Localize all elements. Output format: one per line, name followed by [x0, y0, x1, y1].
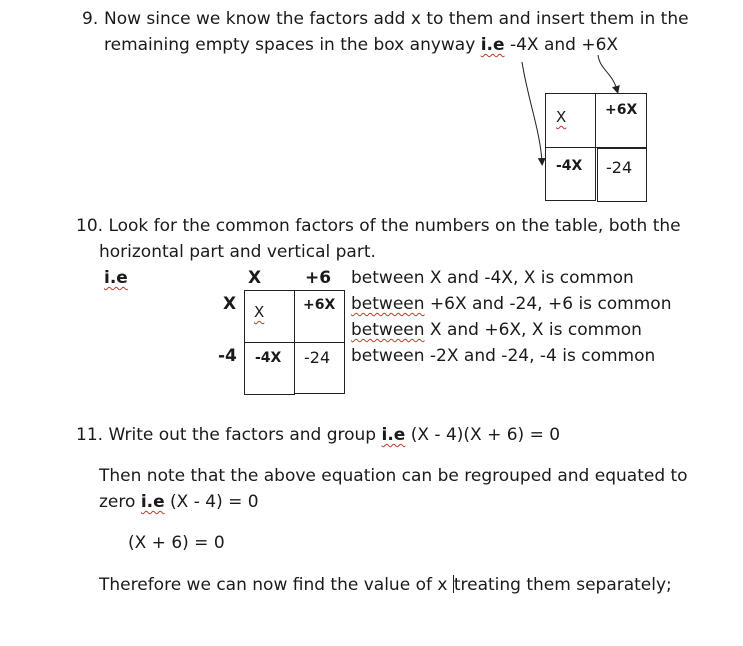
step11-line3 [99, 491, 259, 513]
col-header-plus6: +6 [305, 268, 332, 288]
note-4-text: -2X and -24, -4 is common [424, 346, 656, 366]
note-4 [351, 345, 655, 367]
box9-minus24: -24 [606, 158, 633, 177]
note-1-word: between [351, 268, 425, 288]
step10-line2: horizontal part and vertical part. [99, 242, 376, 262]
box9-cell-top-left [545, 93, 596, 148]
box9-x: X [556, 108, 567, 126]
box10-cell-top-left [244, 290, 295, 343]
step11-ie-1: i.e [381, 425, 406, 445]
box10-x: X [254, 303, 265, 321]
step11-line5-pre: Therefore we can now find the value of x [99, 575, 453, 595]
box9-plus6x: +6X [605, 102, 638, 118]
box10-plus6x: +6X [303, 297, 336, 313]
note-3-text: X and +6X, X is common [424, 320, 642, 340]
note-2-text: +6X and -24, +6 is common [424, 294, 672, 314]
step11-line1-post: (X - 4)(X + 6) = 0 [405, 425, 561, 445]
note-3 [351, 319, 642, 341]
note-2 [351, 293, 671, 315]
step11-line1-pre: 11. Write out the factors and group [76, 425, 382, 445]
box9-minus4x: -4X [556, 158, 583, 174]
step11-line3-pre: zero [99, 492, 141, 512]
step11-line3-post: (X - 4) = 0 [164, 492, 259, 512]
step11-ie-2: i.e [140, 492, 165, 512]
note-1 [351, 267, 634, 289]
arrow-to-plus6x [598, 55, 617, 90]
col-header-x: X [248, 268, 262, 288]
step10-ie: i.e [104, 268, 128, 288]
step10-line1: 10. Look for the common factors of the numbers on the table, both the [76, 216, 681, 236]
row-header-x: X [223, 294, 237, 314]
step11-line5 [99, 574, 672, 596]
note-4-word: between [351, 346, 425, 366]
arrow-to-minus4x [522, 62, 542, 162]
step9-ie: i.e [480, 35, 505, 55]
box10-minus24: -24 [304, 348, 331, 367]
step11-line2: Then note that the above equation can be regrouped and equated to [99, 466, 688, 486]
step9-number: 9. [82, 9, 99, 29]
note-3-word: between [351, 320, 425, 340]
step9-line1: Now since we know the factors add x to them and insert them in the [104, 9, 689, 29]
step11-line5-post: treating them separately; [453, 575, 672, 595]
step11-line1 [76, 424, 560, 446]
note-1-text: X and -4X, X is common [424, 268, 634, 288]
step9-line2-post: -4X and +6X [509, 35, 619, 55]
note-2-word: between [351, 294, 425, 314]
box10-minus4x: -4X [255, 350, 282, 366]
step9-line2-text: remaining empty spaces in the box anyway [104, 35, 476, 55]
row-header-minus4: -4 [218, 346, 237, 366]
step11-line4: (X + 6) = 0 [128, 533, 225, 553]
